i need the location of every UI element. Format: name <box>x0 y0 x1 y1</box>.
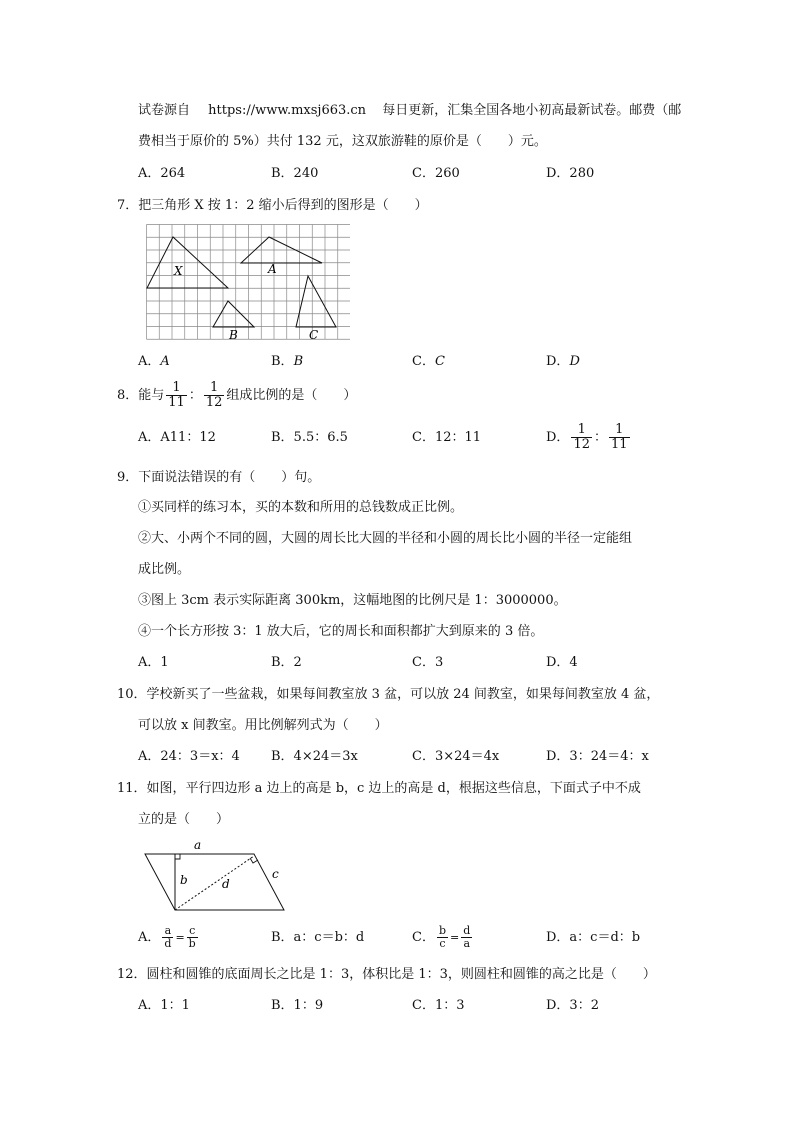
q12-option-c: C．1：3 <box>412 998 465 1013</box>
q11-option-d: D．a：c＝d：b <box>546 930 641 945</box>
q12-option-b: B．1：9 <box>271 998 324 1013</box>
q6-source-label: 试卷源自 <box>138 103 191 118</box>
q7-grid-lines <box>147 225 351 340</box>
q11-parallelogram-figure <box>142 838 288 914</box>
q7-grid-figure <box>146 224 350 342</box>
q12-stem: 12．圆柱和圆锥的底面周长之比是 1：3，体积比是 1：3，则圆柱和圆锥的高之比是（ ） <box>117 967 656 982</box>
q11-line1: 11．如图，平行四边形 a 边上的高是 b，c 边上的高是 d，根据这些信息，下面式子中不成 <box>117 781 641 796</box>
q7-triangle-c <box>296 276 336 327</box>
q10-line2: 可以放 x 间教室。用比例解列式为（ ） <box>138 718 388 733</box>
q11-option-a: A． $\frac{a}{d}$ = $\frac{c}{b}$ <box>138 924 196 950</box>
q10-option-a: A．24：3＝x：4 <box>138 749 240 764</box>
q9-option-b: B．2 <box>271 655 302 670</box>
q6-option-b: B．240 <box>271 166 319 181</box>
q7-label-x: X <box>174 264 183 278</box>
q11-label-b: b <box>180 873 188 887</box>
q7-label-c: C <box>309 328 319 342</box>
q10-option-d: D．3：24＝4：x <box>546 749 649 764</box>
q11-parallelogram <box>145 854 284 910</box>
q6-option-c: C．260 <box>412 166 460 181</box>
q12-option-d: D．3：2 <box>546 998 599 1013</box>
q8-option-a: A．A11：12 <box>138 430 216 445</box>
q11-label-a: a <box>194 838 202 852</box>
q7-option-c: C．C <box>412 354 445 369</box>
q9-stem: 9．下面说法错误的有（ ）句。 <box>117 470 321 485</box>
q11-right-angle-top <box>175 854 180 859</box>
q9-statement-3: ③图上 3cm 表示实际距离 300km，这幅地图的比例尺是 1：3000000。 <box>138 593 567 608</box>
q6-line1-tail: 每日更新，汇集全国各地小初高最新试卷。邮费（邮 <box>382 103 682 118</box>
q12-option-a: A．1：1 <box>138 998 190 1013</box>
q9-option-d: D．4 <box>546 655 578 670</box>
q7-label-a: A <box>268 262 277 276</box>
q10-option-b: B．4×24＝3x <box>271 749 358 764</box>
q11-option-b: B．a：c＝b：d <box>271 930 365 945</box>
q9-statement-2a: ②大、小两个不同的圆，大圆的周长比大圆的半径和小圆的周长比小圆的半径一定能组 <box>138 531 633 546</box>
q7-option-d: D．D <box>546 354 580 369</box>
q11-label-d: d <box>222 877 230 891</box>
q11-label-c: c <box>272 867 279 881</box>
q8-fraction-2: $\frac{1}{12}$ <box>205 380 223 410</box>
q6-option-d: D．280 <box>546 166 595 181</box>
q8-option-b: B．5.5：6.5 <box>271 430 348 445</box>
q10-line1: 10．学校新买了一些盆栽，如果每间教室放 3 盆，可以放 24 间教室，如果每间教室放 4 盆， <box>117 687 660 702</box>
q7-option-b: B．B <box>271 354 304 369</box>
q6-option-a: A．264 <box>138 166 186 181</box>
q8-stem: 8．能与 $\frac{1}{11}$ ： $\frac{1}{12}$ 组成比例的是（ ） <box>117 380 357 410</box>
q8-fraction-1: $\frac{1}{11}$ <box>168 380 185 410</box>
q9-option-c: C．3 <box>412 655 444 670</box>
q7-label-b: B <box>229 328 238 342</box>
q9-option-a: A．1 <box>138 655 169 670</box>
q9-statement-4: ④一个长方形按 3：1 放大后，它的周长和面积都扩大到原来的 3 倍。 <box>138 624 544 639</box>
q8-option-d: D． $\frac{1}{12}$ ： $\frac{1}{11}$ <box>546 422 628 452</box>
q7-option-a: A．A <box>138 354 170 369</box>
q6-source-url[interactable]: https://www.mxsj663.cn <box>208 103 367 118</box>
q6-line1 <box>138 103 681 119</box>
q9-statement-1: ①买同样的练习本，买的本数和所用的总钱数成正比例。 <box>138 500 464 515</box>
q8-option-c: C．12：11 <box>412 430 482 445</box>
q10-option-c: C．3×24＝4x <box>412 749 500 764</box>
q6-line2: 费相当于原价的 5%）共付 132 元，这双旅游鞋的原价是（ ）元。 <box>138 134 547 149</box>
q11-option-c: C． $\frac{b}{c}$ = $\frac{d}{a}$ <box>412 924 471 950</box>
q9-statement-2b: 成比例。 <box>138 562 191 577</box>
q11-line2: 立的是（ ） <box>138 812 230 827</box>
q7-stem: 7．把三角形 X 按 1：2 缩小后得到的图形是（ ） <box>117 198 428 213</box>
